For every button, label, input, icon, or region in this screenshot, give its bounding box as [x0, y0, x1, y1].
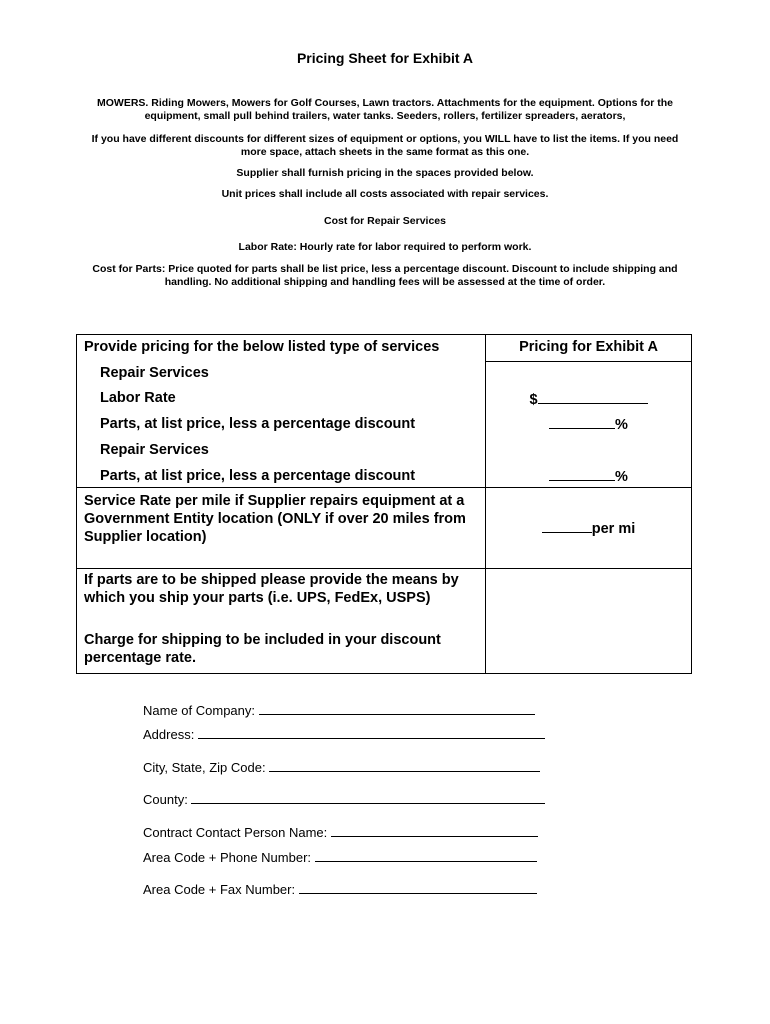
intro-discounts: If you have different discounts for different sizes of equipment or options, you WILL have to list the items. If you need more space, attach sheets in the same format as this one.	[91, 133, 679, 158]
parts-discount-field[interactable]	[485, 415, 692, 434]
dollar-sign: $	[529, 392, 538, 408]
parts-label: Parts, at list price, less a percentage discount	[100, 416, 416, 432]
address-blank[interactable]	[198, 725, 545, 739]
table-rule	[77, 568, 691, 569]
header-right: Pricing for Exhibit A	[519, 339, 658, 355]
percent-sign: %	[615, 417, 628, 433]
per-mile-unit: per mi	[591, 521, 636, 537]
city-label: City, State, Zip Code:	[143, 760, 266, 775]
contact-blank[interactable]	[331, 823, 538, 837]
intro-supplier: Supplier shall furnish pricing in the spaces provided below.	[236, 167, 534, 179]
page-title: Pricing Sheet for Exhibit A	[296, 50, 474, 66]
address-field[interactable]	[143, 725, 545, 742]
fax-field[interactable]	[143, 880, 537, 897]
contact-label: Contract Contact Person Name:	[143, 825, 328, 840]
header-left: Provide pricing for the below listed type of services	[84, 339, 440, 355]
parts-discount-field-2[interactable]	[485, 467, 692, 486]
service-rate-label: Service Rate per mile if Supplier repairs equipment at a Government Entity location (ONLY if over 20 miles from Supplier location)	[84, 493, 466, 545]
phone-blank[interactable]	[315, 848, 537, 862]
shipping-charge-note: Charge for shipping to be included in your discount percentage rate.	[84, 632, 441, 666]
repair-services-label-2: Repair Services	[100, 442, 209, 458]
fax-blank[interactable]	[299, 880, 537, 894]
contact-field[interactable]	[143, 823, 538, 840]
table-rule	[485, 361, 692, 362]
intro-cost-parts: Cost for Parts: Price quoted for parts shall be list price, less a percentage discount. Discount to include shipping and handling. No additional shipping and handling fees will be assessed at the time of order.	[92, 263, 678, 288]
city-blank[interactable]	[269, 758, 540, 772]
percent-sign-2: %	[615, 469, 628, 485]
parts-discount-blank-2[interactable]	[549, 467, 615, 481]
parts-label-2: Parts, at list price, less a percentage discount	[100, 468, 416, 484]
labor-rate-blank[interactable]	[538, 390, 648, 404]
intro-mowers: MOWERS. Riding Mowers, Mowers for Golf Courses, Lawn tractors. Attachments for the equipment. Options for the equipment, small pull behind trailers, water tanks. Seeders, rollers, fertilizer spreaders, aerators,	[97, 97, 673, 122]
labor-rate-label: Labor Rate	[100, 390, 176, 406]
repair-services-label: Repair Services	[100, 365, 209, 381]
county-field[interactable]	[143, 790, 545, 807]
company-field[interactable]	[143, 701, 535, 718]
fax-label: Area Code + Fax Number:	[143, 882, 296, 897]
intro-unit-prices: Unit prices shall include all costs associated with repair services.	[221, 188, 549, 200]
labor-rate-field[interactable]	[485, 390, 692, 409]
company-label: Name of Company:	[143, 703, 255, 718]
shipping-means-label: If parts are to be shipped please provide the means by which you ship your parts (i.e. UPS, FedEx, USPS)	[84, 572, 459, 606]
intro-labor-rate: Labor Rate: Hourly rate for labor required to perform work.	[238, 241, 532, 253]
city-field[interactable]	[143, 758, 540, 775]
service-rate-blank[interactable]	[542, 519, 592, 533]
phone-field[interactable]	[143, 848, 537, 865]
county-blank[interactable]	[191, 790, 545, 804]
address-label: Address:	[143, 727, 195, 742]
table-divider	[485, 335, 486, 673]
county-label: County:	[143, 792, 188, 807]
parts-discount-blank[interactable]	[549, 415, 615, 429]
table-rule	[77, 487, 691, 488]
pricing-table	[76, 334, 692, 674]
service-rate-field[interactable]	[485, 519, 692, 538]
phone-label: Area Code + Phone Number:	[143, 850, 312, 865]
company-blank[interactable]	[259, 701, 535, 715]
section-heading: Cost for Repair Services	[324, 215, 446, 227]
